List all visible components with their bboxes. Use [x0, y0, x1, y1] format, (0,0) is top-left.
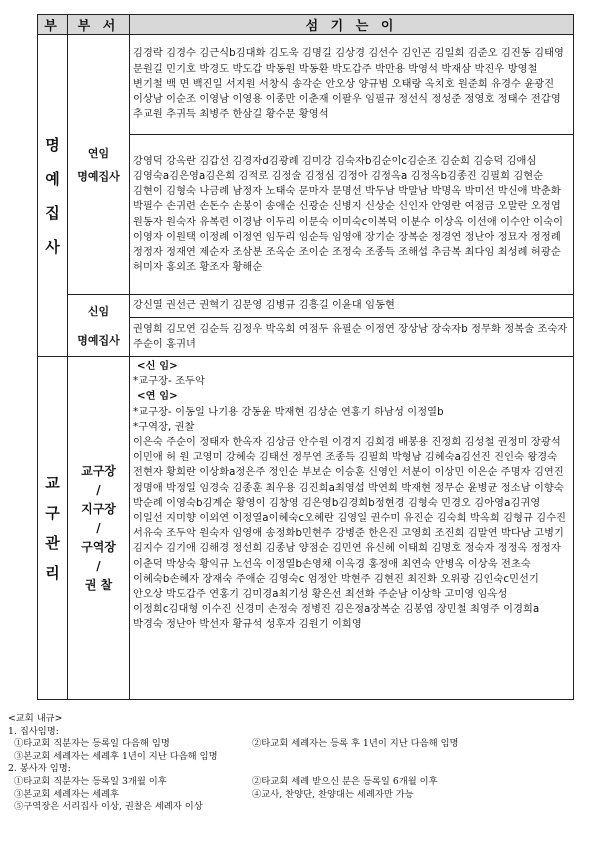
reappointments-line-1: *교구장- 이동일 나기용 강동윤 박재현 김상순 연홍기 하남성 이정열b — [133, 406, 444, 418]
category-char: 교 — [45, 474, 60, 492]
role-label: 구역장 — [81, 539, 116, 554]
parish-members-list: 이은숙 주순이 정태자 한옥자 김상금 안수원 이경지 김희경 배봉용 진정희 김성철 권정미 장광석 이민애 허 원 고영미 강혜숙 김태선 정무연 조종득 김필희 박형남 김혜숙a김선진 진인숙 왕경숙 전현자 황희란 이상화a정은주 정인순 부보순 이승훈 신영인 서분이 이상민 이은순 주명자 김연진 정명애 박정일 임경숙 김종훈 최우용 김진희a최영섭 박연희 박재현 정무순 윤병균 정소남 이향숙 박순례 이영숙b김계순 황영이 김창영 김은영b김경희b정현경 김형숙 민경오 김아영a김귀영 이일선 지미향 이외연 이정열a이혜숙c오혜란 김영일 권수미 유진순 김숙희 박옥희 김형규 김수진 서유숙 조두악 원숙자 임영애 송정화b민현주 강병준 한은진 고영희 조진희 김말연 박다남 고병기 김지수 김기애 김해경 정선희 김종남 양점순 김민연 유신혜 이태희 김명호 정숙자 정정옥 정정자 이춘덕 박상숙 황익규 노선옥 이정열b손영채 이옥경 홍정애 최연숙 안병옥 이상욱 전초숙 이혜숙b손혜자 장재숙 주애순 김영숙c 엄정안 박현주 김현진 최진화 오위광 김인숙c민선기 안오상 박도갑주 연홍기 김미경a최기성 황은선 최선화 주순남 이상학 고미영 임옥성 이정희c김대형 이수진 신경미 손정숙 정병진 김은정a장복순 김봉엽 장민철 최영주 이경희a 박경숙 정난아 박선자 황규석 성후자 김원기 이희영 — [133, 437, 567, 631]
bylaws-section-2-title: 2. 봉사자 임명: — [8, 763, 71, 775]
category-char: 관 — [45, 534, 60, 552]
header-department: 부 서 — [68, 15, 130, 35]
category-char: 사 — [45, 237, 60, 256]
bylaws-2-a: ①타교회 직분자는 등록일 3개월 이후 — [14, 775, 167, 787]
new-appointments-line: *교구장- 조두악 — [133, 376, 205, 388]
reelected-label: 연임 — [87, 146, 110, 160]
role-separator: / — [96, 482, 101, 497]
subcat-new — [68, 295, 130, 357]
bylaws-2-b: ②타교회 세례 받으신 분은 등록일 6개월 이후 — [252, 775, 438, 787]
bylaws-2-e: ⑤구역장은 서리집사 이상, 권찰은 세례자 이상 — [14, 801, 203, 813]
bylaws-1-a: ①타교회 직분자는 등록일 다음해 임명 — [14, 738, 170, 750]
category-honorary-deacons — [38, 35, 68, 357]
header-row — [38, 15, 574, 35]
reelected-group-2: 강영덕 강옥란 김갑선 김경자d김광례 김미강 김숙자b김순이c김순조 김순희 김승덕 김애심 김영숙a김은영a김은희 김적로 김정술 김정심 김정아 김정옥a 김정옥b김종진 김필희 김현순 김현이 김형숙 나금례 남정자 노태숙 문마자 문명선 박두남 박말남 박명옥 박미선 박신애 박춘화 박필수 손귀련 손돈수 손봉이 송애순 신광순 신병지 신상순 신인자 안영란 여점금 오말란 오정엽 원동자 원숙자 유복련 이경남 이두리 이문숙 이미숙c이복덕 이분수 이상옥 이선애 이수안 이숙이 이영자 이원택 이정례 이정연 임두리 임순득 임영애 장기순 장복순 정경연 정난아 정묘자 정정례 정정자 정재연 제순자 조삼분 조옥순 조이순 조정숙 조종득 조해섭 추금복 최다임 최성례 허광순 허미자 홍외조 황조자 황해순 — [130, 135, 574, 295]
category-char: 리 — [45, 564, 60, 582]
reelected-group-1: 김경락 김경수 김근식b김대화 김도욱 김명길 김상경 김선수 김인곤 김일희 김준오 김진동 김태영 문원길 민기호 박경도 박도갑 박동원 박동환 박도갑주 박만용 박영석 박재삼 박진우 방영철 변기철 백 면 백진일 서지원 서창식 송각순 안오상 양규범 오태랑 옥치호 원준희 유경수 윤광진 이상남 이순조 이영남 이영용 이종만 이춘재 이팔우 임필규 정선식 정성준 정영호 정태수 전갑영 추교원 추귀득 최병주 한삼길 황수문 황영석 — [130, 35, 574, 135]
new-label: 신임 — [87, 304, 110, 318]
category-char: 집 — [45, 203, 60, 222]
reelected-sub-label: 명예집사 — [77, 169, 120, 183]
roster-table — [37, 14, 574, 700]
role-label: 교구장 — [81, 463, 116, 478]
category-char: 예 — [45, 169, 60, 188]
bylaws-1-b: ②타교회 세례자는 등록 후 1년이 지난 다음해 임명 — [252, 738, 459, 750]
church-bylaws — [8, 713, 588, 814]
bylaws-2-c: ③본교회 세례자는 세례후 — [14, 788, 120, 800]
new-group-1: 강신열 권선근 권혁기 김문영 김병규 김흥길 이윤대 임동현 — [130, 295, 574, 318]
bylaws-2-d: ④교사, 찬양단, 찬양대는 세례자만 가능 — [252, 788, 414, 800]
role-separator: / — [96, 558, 101, 573]
header-servants: 섬 기 는 이 — [130, 15, 574, 35]
parish-leaders-cell — [130, 357, 574, 700]
role-label: 권 찰 — [84, 577, 113, 592]
bylaws-section-1-title: 1. 집사임명: — [8, 725, 59, 737]
category-parish-management — [38, 357, 68, 700]
new-group-2: 권영희 김모연 김순득 김정우 박옥희 여점두 유필순 이정연 장상남 장숙자b 정무화 정복술 조숙자 주순이 홍귀녀 — [130, 318, 574, 357]
reappointments-heading: <연 임> — [137, 391, 178, 403]
bylaws-title: <교회 내규> — [8, 713, 63, 724]
subcat-roles — [68, 357, 130, 700]
subcat-reelected — [68, 35, 130, 295]
category-char: 명 — [45, 135, 60, 154]
header-division: 부 — [38, 15, 68, 35]
role-separator: / — [96, 520, 101, 535]
new-appointments-heading: <신 임> — [137, 361, 178, 372]
bylaws-1-c: ③본교회 세례자는 세례후 1년이 지난 다음해 임명 — [14, 750, 218, 762]
category-char: 구 — [45, 504, 60, 522]
new-sub-label: 명예집사 — [77, 333, 120, 347]
role-label: 지구장 — [81, 501, 116, 516]
reappointments-line-2: *구역장, 권찰 — [133, 421, 195, 433]
